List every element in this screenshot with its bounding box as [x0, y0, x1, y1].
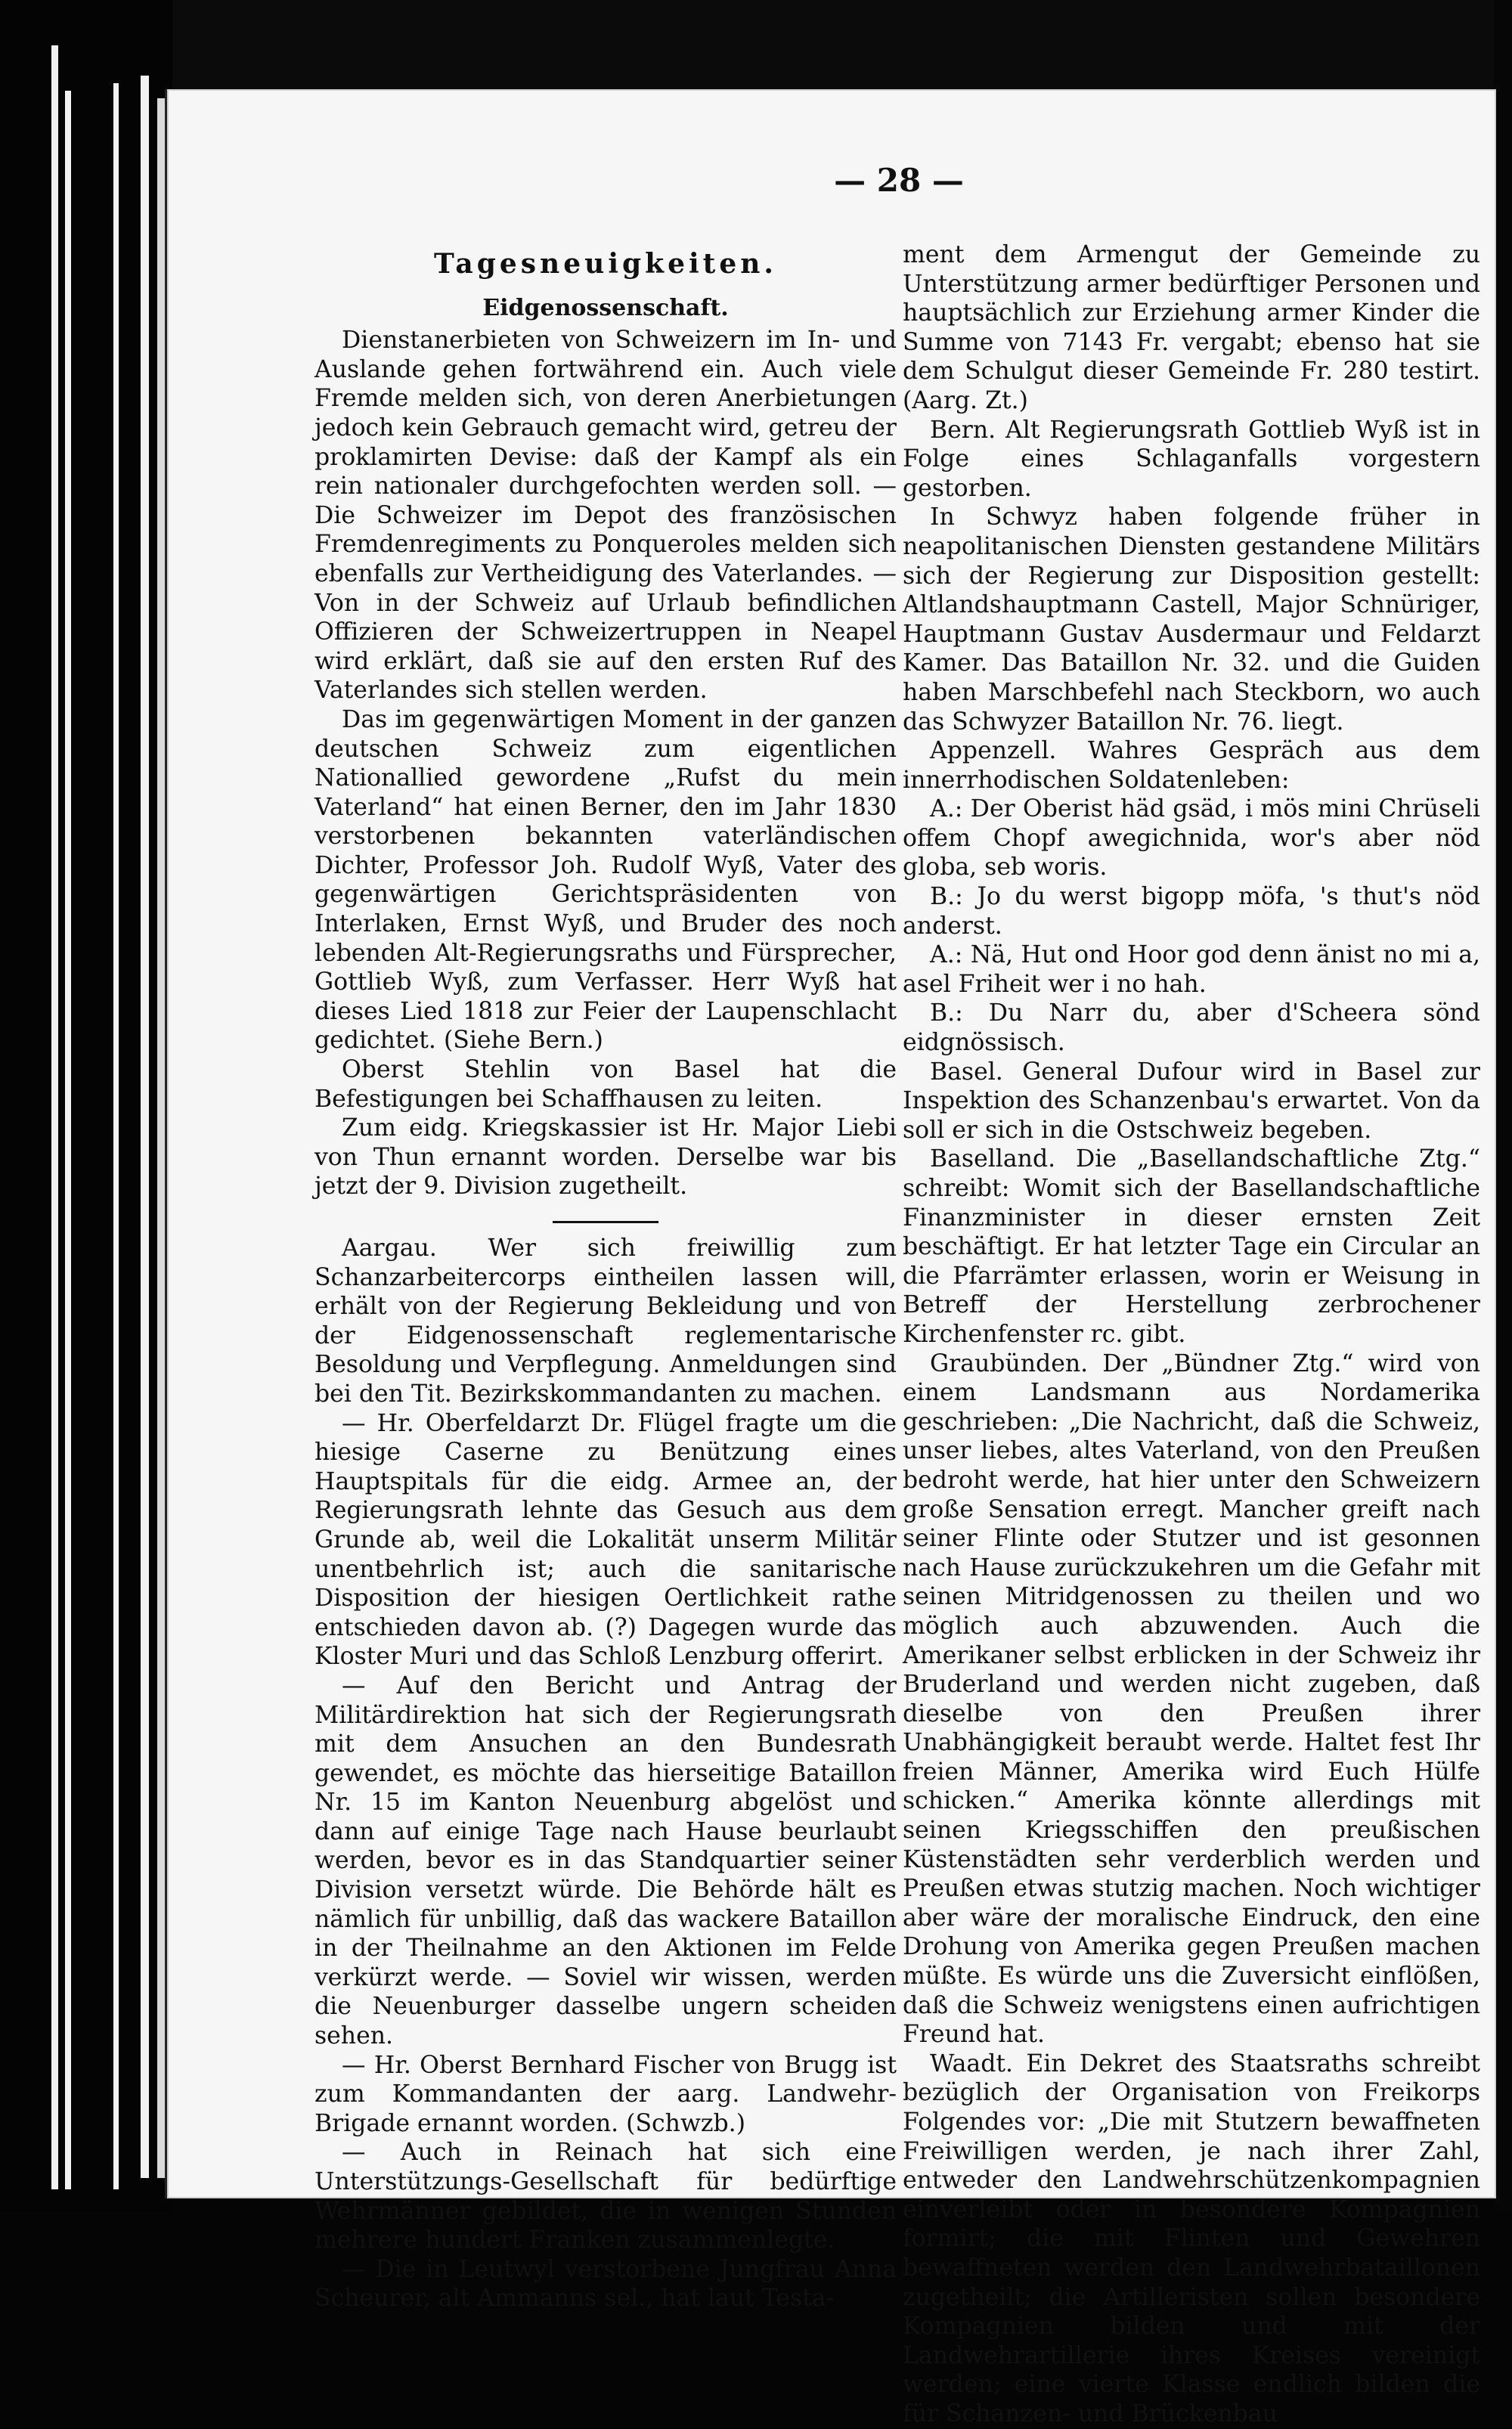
article-paragraph: — Hr. Oberst Bernhard Fischer von Brugg ist zum Kommandanten der aarg. Landwehr-Brigade ernannt worden. (Schwzb.)	[314, 2051, 897, 2137]
page-edge	[65, 91, 71, 2189]
dialogue-line: A.: Nä, Hut ond Hoor god denn änist no mi a, asel Friheit wer i no hah.	[903, 941, 1480, 998]
page-edge	[113, 83, 119, 2189]
left-column	[314, 240, 897, 2313]
section-title: Tagesneuigkeiten.	[434, 248, 777, 280]
page-number: — 28 —	[834, 162, 964, 199]
article-paragraph: Graubünden. Der „Bündner Ztg.“ wird von einem Landsmann aus Nordamerika geschrieben: „Die Nachricht, daß die Schweiz, unser liebes, altes Vaterland, von den Preußen bedroht werde, hat hier unter den Schweizern große Sensation erregt. Mancher greift nach seiner Flinte oder Stutzer und ist gesonnen nach Hause zurückzukehren um die Gefahr mit seinen Mitridgenossen zu theilen und wo möglich auch abzuwenden. Auch die Amerikaner selbst erblicken in der Schweiz ihr Bruderland und werden nicht zugeben, daß dieselbe von den Preußen ihrer Unabhängigkeit beraubt werde. Haltet fest Ihr freien Männer, Amerika wird Euch Hülfe schicken.“ Amerika könnte allerdings mit seinen Kriegsschiffen den preußischen Küstenstädten sehr verderblich werden und Preußen etwas stutzig machen. Noch wichtiger aber wäre der moralische Eindruck, den eine Drohung von Amerika gegen Preußen machen müßte. Es würde uns die Zuversicht einflößen, daß die Schweiz wenigstens einen aufrichtigen Freund hat.	[903, 1349, 1480, 2049]
subheading-eidgenossenschaft: Eidgenossenschaft.	[482, 294, 729, 321]
section-divider	[553, 1221, 658, 1223]
dialogue-block	[903, 795, 1480, 1057]
article-paragraph: Oberst Stehlin von Basel hat die Befestigungen bei Schaffhausen zu leiten.	[314, 1056, 897, 1113]
book-binding	[0, 0, 172, 2212]
page-edge	[51, 45, 58, 2189]
article-paragraph: — Auf den Bericht und Antrag der Militärdirektion hat sich der Regierungsrath mit dem Ansuchen an den Bundesrath gewendet, es möchte das hierseitige Bataillon Nr. 15 im Kanton Neuenburg abgelöst und dann auf einige Tage nach Hause beurlaubt werden, bevor es in das Standquartier seiner Division versetzt würde. Die Behörde hält es nämlich für unbillig, daß das wackere Bataillon in der Theilnahme an den Aktionen im Felde verkürzt werde. — Soviel wir wissen, werden die Neuenburger dasselbe ungern scheiden sehen.	[314, 1671, 897, 2050]
right-column	[903, 240, 1480, 2429]
scan-right-border	[1494, 0, 1512, 2212]
article-paragraph: Aargau. Wer sich freiwillig zum Schanzarbeitercorps eintheilen lassen will, erhält von der Regierung Bekleidung und von der Eidgenossenschaft reglementarische Besoldung und Verpflegung. Anmeldungen sind bei den Tit. Bezirkskommandanten zu machen.	[314, 1235, 897, 1408]
dialogue-line: A.: Der Oberist häd gsäd, i mös mini Chrüseli offem Chopf awegichnida, wor's aber nöd globa, seb woris.	[903, 795, 1480, 881]
scan-top-border	[165, 0, 1494, 89]
article-paragraph: Bern. Alt Regierungsrath Gottlieb Wyß ist in Folge eines Schlaganfalls vorgestern gestorben.	[903, 416, 1480, 502]
article-paragraph: Waadt. Ein Dekret des Staatsraths schreibt bezüglich der Organisation von Freikorps Folgendes vor: „Die mit Stutzern bewaffneten Freiwilligen werden, je nach ihrer Zahl, entweder den Landwehrschützenkompagnien einverleibt oder in besondere Kompagnien formirt; die mit Flinten und Gewehren bewaffneten werden den Landwehrbataillonen zugetheilt; die Artilleristen sollen besondere Kompagnien bilden und mit der Landwehrartillerie ihres Kreises vereinigt werden; eine vierte Klasse endlich bilden die für Schanzen- und Brückenbau	[903, 2049, 1480, 2427]
article-paragraph: Dienstanerbieten von Schweizern im In- und Auslande gehen fortwährend ein. Auch viele Fremde melden sich, von deren Anerbietungen jedoch kein Gebrauch gemacht wird, getreu der proklamirten Devise: daß der Kampf als ein rein nationaler durchgefochten werden soll. — Die Schweizer im Depot des französischen Fremdenregiments zu Ponqueroles melden sich ebenfalls zur Vertheidigung des Vaterlandes. — Von in der Schweiz auf Urlaub befindlichen Offizieren der Schweizertruppen in Neapel wird erklärt, daß sie auf den ersten Ruf des Vaterlandes sich stellen werden.	[314, 327, 897, 705]
dialogue-line: B.: Du Narr du, aber d'Scheera sönd eidgnössisch.	[903, 999, 1480, 1057]
article-paragraph: — Auch in Reinach hat sich eine Unterstützungs-Gesellschaft für bedürftige Wehrmänner gebildet, die in wenigen Stunden mehrere hundert Franken zusammenlegte.	[314, 2139, 897, 2254]
page-edge	[157, 98, 165, 2178]
article-paragraph: — Hr. Oberfeldarzt Dr. Flügel fragte um die hiesige Caserne zu Benützung eines Hauptspitals für die eidg. Armee an, der Regierungsrath lehnte das Gesuch aus dem Grunde ab, weil die Lokalität unserm Militär unentbehrlich ist; auch die sanitarische Disposition der hiesigen Oertlichkeit rathe entschieden davon ab. (?) Dagegen wurde das Kloster Muri und das Schloß Lenzburg offerirt.	[314, 1409, 897, 1671]
article-paragraph: In Schwyz haben folgende früher in neapolitanischen Diensten gestandene Militärs sich der Regierung zur Disposition gestellt: Altlandshauptmann Castell, Major Schnüriger, Hauptmann Gustav Ausdermaur und Feldarzt Kamer. Das Bataillon Nr. 32. und die Guiden haben Marschbefehl nach Steckborn, wo auch das Schwyzer Bataillon Nr. 76. liegt.	[903, 503, 1480, 736]
article-paragraph: — Die in Leutwyl verstorbene Jungfrau Anna Scheurer, alt Ammanns sel., hat laut Testa-	[314, 2255, 897, 2313]
article-paragraph: Appenzell. Wahres Gespräch aus dem innerrhodischen Soldatenleben:	[903, 737, 1480, 794]
page-edge	[141, 76, 149, 2178]
dialogue-line: B.: Jo du werst bigopp möfa, 's thut's nöd anderst.	[903, 883, 1480, 940]
article-paragraph: Zum eidg. Kriegskassier ist Hr. Major Liebi von Thun ernannt worden. Derselbe war bis jetzt der 9. Division zugetheilt.	[314, 1114, 897, 1201]
article-paragraph: Das im gegenwärtigen Moment in der ganzen deutschen Schweiz zum eigentlichen Nationallied gewordene „Rufst du mein Vaterland“ hat einen Berner, den im Jahr 1830 verstorbenen bekannten vaterländischen Dichter, Professor Joh. Rudolf Wyß, Vater des gegenwärtigen Gerichtspräsidenten von Interlaken, Ernst Wyß, und Bruder des noch lebenden Alt-Regierungsraths und Fürsprecher, Gottlieb Wyß, zum Verfasser. Herr Wyß hat dieses Lied 1818 zur Feier der Laupenschlacht gedichtet. (Siehe Bern.)	[314, 705, 897, 1055]
article-paragraph: ment dem Armengut der Gemeinde zu Unterstützung armer bedürftiger Personen und hauptsächlich zur Erziehung armer Kinder die Summe von 7143 Fr. vergabt; ebenso hat sie dem Schulgut dieser Gemeinde Fr. 280 testirt. (Aarg. Zt.)	[903, 241, 1480, 414]
article-paragraph: Basel. General Dufour wird in Basel zur Inspektion des Schanzenbau's erwartet. Von da soll er sich in die Ostschweiz begeben.	[903, 1058, 1480, 1144]
article-paragraph: Baselland. Die „Basellandschaftliche Ztg.“ schreibt: Womit sich der Basellandschaftliche Finanzminister in dieser ernsten Zeit beschäftigt. Er hat letzter Tage ein Circular an die Pfarrämter erlassen, worin er Weisung in Betreff der Herstellung zerbrochener Kirchenfenster rc. gibt.	[903, 1145, 1480, 1348]
